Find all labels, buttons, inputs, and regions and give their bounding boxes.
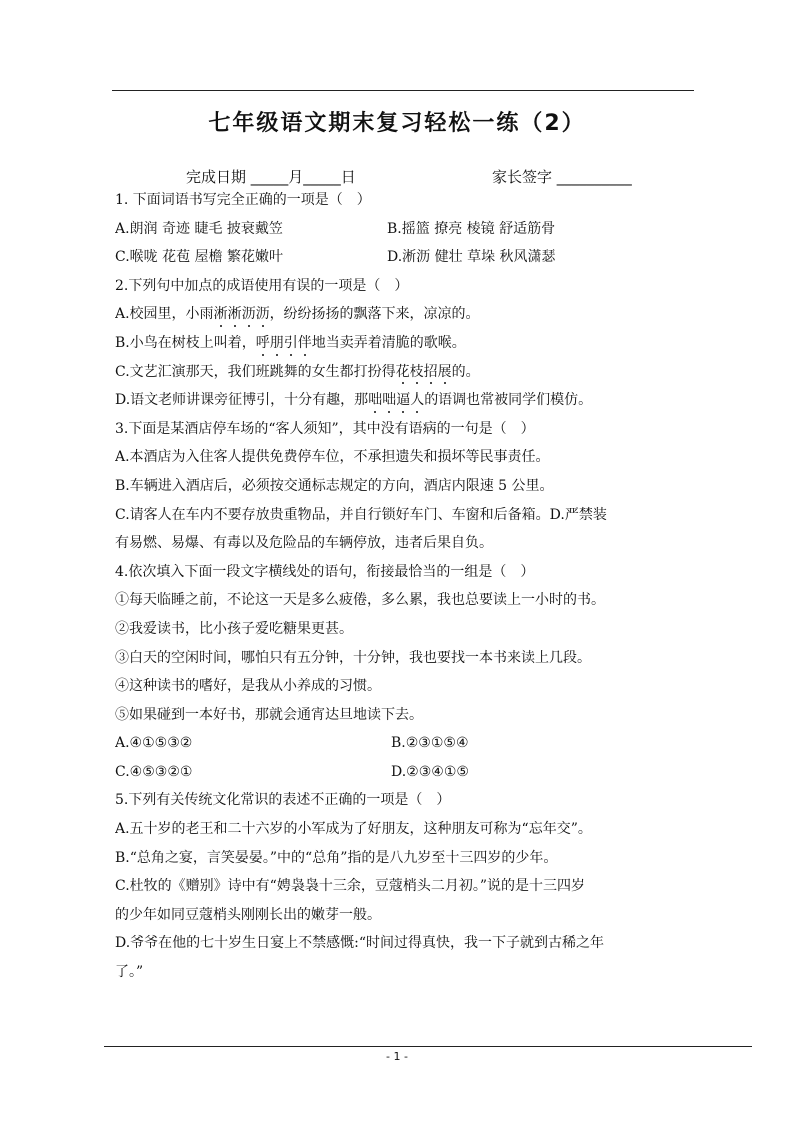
q4-option-d: D.②③④①⑤ [391, 763, 469, 780]
dot-char: 引 [284, 329, 298, 358]
q2-option-b [115, 329, 685, 358]
q1-options-row2 [115, 243, 685, 272]
q2-a-text-end: ，纷纷扬扬的飘落下来，凉凉的。 [269, 306, 480, 323]
q2-d-dotted-idiom [368, 392, 424, 408]
q2-b-text-end: 地当卖弄着清脆的歌喉。 [311, 334, 466, 351]
question-list [115, 186, 685, 987]
dot-char: 呼 [256, 329, 270, 358]
q1-option-c: C.喉咙 花苞 屋檐 繁花嫩叶 [115, 249, 284, 266]
q4-options-row2 [115, 758, 685, 787]
q2-c-text-end: 的。 [451, 363, 480, 380]
dot-char: 朋 [270, 329, 284, 358]
q2-stem: 2.下列句中加点的成语使用有误的一项是（ ） [115, 277, 409, 294]
q5-stem: 5.下列有关传统文化常识的表述不正确的一项是（ ） [115, 792, 451, 809]
q5-option-c: C.杜牧的《赠别》诗中有“娉袅袅十三余，豆蔻梢头二月初。”说的是十三四岁 [115, 878, 585, 895]
q1-option-b: B.摇篮 撩亮 棱镜 舒适筋骨 [387, 220, 556, 237]
parent-signature-field: 家长签字 __________ [492, 168, 632, 186]
q4-sentence-4: ④这种读书的嗜好，是我从小养成的习惯。 [115, 678, 381, 695]
q4-option-c: C.④⑤③②① [115, 763, 193, 780]
q2-b-text: B.小鸟在树枝上叫着， [115, 334, 256, 351]
q4-sentence-3: ③白天的空闲时间，哪怕只有五分钟，十分钟，我也要找一本书来读上几段。 [115, 649, 591, 666]
dot-char: 淅 [228, 300, 242, 329]
dot-char: 淅 [214, 300, 228, 329]
dot-char: 逼 [396, 386, 410, 415]
footer-rule [104, 1046, 752, 1047]
q5-option-d: D.爷爷在他的七十岁生日宴上不禁感慨:“时间过得真快，我一下子就到古稀之年 [115, 935, 605, 952]
q5-option-d-cont: 了。” [115, 964, 144, 981]
dot-char: 人 [410, 386, 424, 415]
q3-option-b: B.车辆进入酒店后，必须按交通标志规定的方向，酒店内限速 5 公里。 [115, 477, 554, 494]
header-rule [112, 90, 694, 91]
q3-option-a: A.本酒店为入住客人提供免费停车位，不承担遗失和损坏等民事责任。 [115, 449, 550, 466]
q4-option-b: B.②③①⑤④ [391, 735, 469, 752]
q2-option-c [115, 358, 685, 387]
q2-a-dotted-idiom [214, 306, 270, 322]
page-title: 七年级语文期末复习轻松一练（2） [208, 111, 586, 136]
q4-options-row1 [115, 729, 685, 758]
q1-stem: 1. 下面词语书写完全正确的一项是（ ） [115, 192, 371, 208]
dot-char: 花 [396, 358, 410, 387]
q1-option-a: A.朗润 奇迹 睫毛 披衰戴笠 [115, 220, 283, 237]
dot-char: 咄 [382, 386, 396, 415]
q1-option-d: D.淅沥 健壮 草垛 秋风潇瑟 [387, 249, 556, 266]
dot-char: 展 [438, 358, 452, 387]
q2-d-text-end: 的语调也常被同学们模仿。 [424, 392, 593, 409]
q2-c-dotted-idiom [396, 364, 452, 380]
q2-option-d [115, 386, 685, 415]
page-number: - 1 - [386, 1050, 408, 1063]
q3-option-d-cont: 有易燃、易爆、有毒以及危险品的车辆停放，违者后果自负。 [115, 535, 493, 552]
q2-d-text: D.语文老师讲课旁征博引，十分有趣，那 [115, 392, 369, 409]
q2-c-text: C.文艺汇演那天，我们班跳舞的女生都打扮得 [115, 363, 396, 380]
dot-char: 咄 [368, 386, 382, 415]
dot-char: 沥 [256, 300, 270, 329]
q5-option-a: A.五十岁的老王和二十六岁的小军成为了好朋友，这种朋友可称为“忘年交”。 [115, 821, 592, 838]
q2-b-dotted-idiom [256, 335, 312, 351]
dot-char: 枝 [410, 358, 424, 387]
completion-date-field: 完成日期 _____月_____日 [186, 168, 356, 186]
q3-stem: 3.下面是某酒店停车场的“客人须知”，其中没有语病的一句是（ ） [115, 420, 535, 437]
q4-option-a: A.④①⑤③② [115, 735, 193, 752]
q2-a-text: A.校园里，小雨 [115, 306, 214, 323]
q5-option-c-cont: 的少年如同豆蔻梢头刚刚长出的嫩芽一般。 [115, 906, 381, 923]
q5-option-b: B.“总角之宴，言笑晏晏。”中的“总角”指的是八九岁至十三四岁的少年。 [115, 849, 558, 866]
q3-option-cd: C.请客人在车内不要存放贵重物品，并自行锁好车门、车窗和后备箱。D.严禁装 [115, 506, 607, 523]
dot-char: 伴 [298, 329, 312, 358]
q4-sentence-2: ②我爱读书，比小孩子爱吃糖果更甚。 [115, 620, 353, 637]
q4-stem: 4.依次填入下面一段文字横线处的语句，衔接最恰当的一组是（ ） [115, 563, 535, 580]
q1-options-row1 [115, 215, 685, 244]
q4-sentence-1: ①每天临睡之前，不论这一天是多么疲倦，多么累，我也总要读上一小时的书。 [115, 592, 605, 609]
q4-sentence-5: ⑤如果碰到一本好书，那就会通宵达旦地读下去。 [115, 706, 423, 723]
dot-char: 沥 [242, 300, 256, 329]
q2-option-a [115, 300, 685, 329]
dot-char: 招 [424, 358, 438, 387]
